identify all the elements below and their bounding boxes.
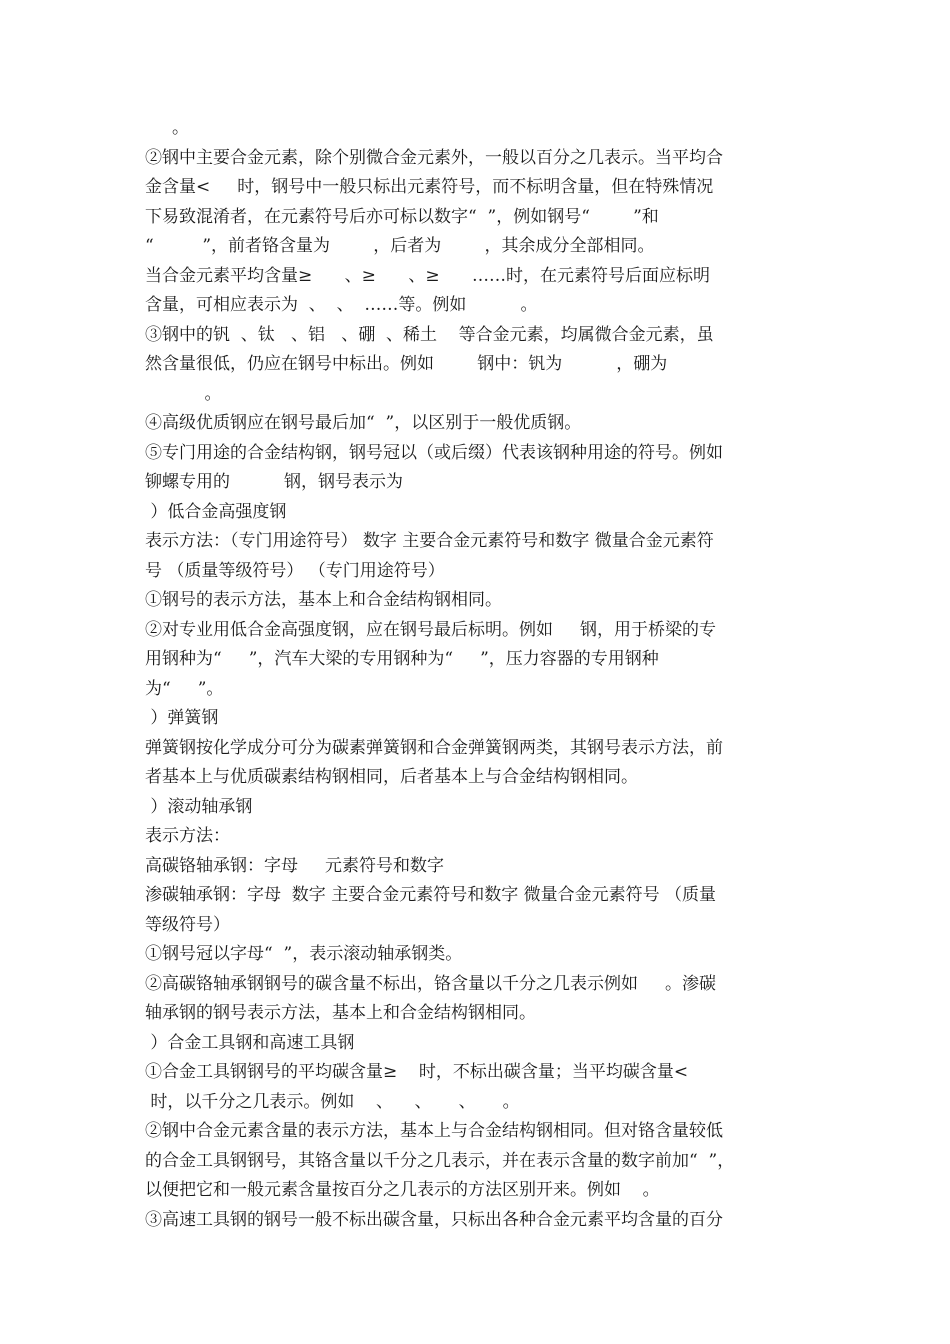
text-line: 当合金元素平均含量≥ 、≥ 、≥ ……时，在元素符号后面应标明	[145, 265, 710, 286]
text-line: ②对专业用低合金高强度钢，应在钢号最后标明。例如 钢，用于桥梁的专	[145, 619, 717, 640]
text-line: “ ”，前者铬含量为 ，后者为 ，其余成分全部相同。	[145, 236, 655, 256]
text-line: 表示方法：（专门用途符号） 数字 主要合金元素符号和数字 微量合金元素符	[145, 531, 714, 551]
text-line: 弹簧钢按化学成分可分为碳素弹簧钢和合金弹簧钢两类，其钢号表示方法，前	[145, 737, 723, 758]
section-heading: ）滚动轴承钢	[145, 796, 253, 817]
text-line: ⑤专门用途的合金结构钢，钢号冠以（或后缀）代表该钢种用途的符号。例如	[145, 442, 723, 463]
text-line: 铆螺专用的 钢，钢号表示为	[145, 472, 404, 492]
section-heading: ）合金工具钢和高速工具钢	[145, 1032, 355, 1053]
text-line: 用钢种为“ ”，汽车大梁的专用钢种为“ ”，压力容器的专用钢种	[145, 649, 659, 669]
text-line: ①钢号的表示方法，基本上和合金结构钢相同。	[145, 590, 502, 610]
text-line: 时，以千分之几表示。例如 、 、 、 。	[145, 1091, 520, 1112]
text-line: ①钢号冠以字母“ ”，表示滚动轴承钢类。	[145, 944, 463, 964]
text-line: ②高碳铬轴承钢钢号的碳含量不标出，铬含量以千分之几表示例如 。渗碳	[145, 973, 717, 994]
text-line: 表示方法：	[145, 826, 230, 846]
text-line: 高碳铬轴承钢：字母 元素符号和数字	[145, 855, 445, 876]
text-line: 。	[145, 383, 222, 404]
text-line: 下易致混淆者，在元素符号后亦可标以数字“ ”，例如钢号“ ”和	[145, 206, 659, 227]
text-line: ②钢中主要合金元素，除个别微合金元素外，一般以百分之几表示。当平均合	[145, 147, 723, 168]
text-line: 渗碳轴承钢：字母 数字 主要合金元素符号和数字 微量合金元素符号 （质量	[145, 885, 717, 905]
text-line: 。	[145, 118, 190, 138]
text-line: ④高级优质钢应在钢号最后加“ ”，以区别于一般优质钢。	[145, 413, 582, 433]
text-line: 者基本上与优质碳素结构钢相同，后者基本上与合金结构钢相同。	[145, 767, 638, 787]
text-line: 轴承钢的钢号表示方法，基本上和合金结构钢相同。	[145, 1003, 536, 1023]
text-line: 金含量< 时，钢号中一般只标出元素符号，而不标明含量，但在特殊情况	[145, 177, 714, 197]
section-heading: ）低合金高强度钢	[145, 501, 287, 522]
text-line: 等级符号）	[145, 914, 230, 935]
text-line: ③钢中的钒 、钛 、铝 、硼 、稀土 等合金元素，均属微合金元素，虽	[145, 324, 714, 345]
text-line: ①合金工具钢钢号的平均碳含量≥ 时，不标出碳含量；当平均碳含量<	[145, 1062, 689, 1082]
text-line: 号 （质量等级符号） （专门用途符号）	[145, 560, 445, 581]
text-line: ②钢中合金元素含量的表示方法，基本上与合金结构钢相同。但对铬含量较低	[145, 1121, 723, 1141]
text-line: 的合金工具钢钢号，其铬含量以千分之几表示，并在表示含量的数字前加“ ”，	[145, 1150, 735, 1171]
text-line: 然含量很低，仍应在钢号中标出。例如 钢中：钒为 ，硼为	[145, 354, 668, 374]
text-line: ③高速工具钢的钢号一般不标出碳含量，只标出各种合金元素平均含量的百分	[145, 1209, 723, 1230]
text-line: 为“ ”。	[145, 678, 224, 699]
text-line: 以便把它和一般元素含量按百分之几表示的方法区别开来。例如 。	[145, 1180, 660, 1200]
text-line: 含量，可相应表示为 、 、 ……等。例如 。	[145, 295, 538, 315]
section-heading: ）弹簧钢	[145, 708, 219, 728]
document-body	[145, 114, 815, 1235]
